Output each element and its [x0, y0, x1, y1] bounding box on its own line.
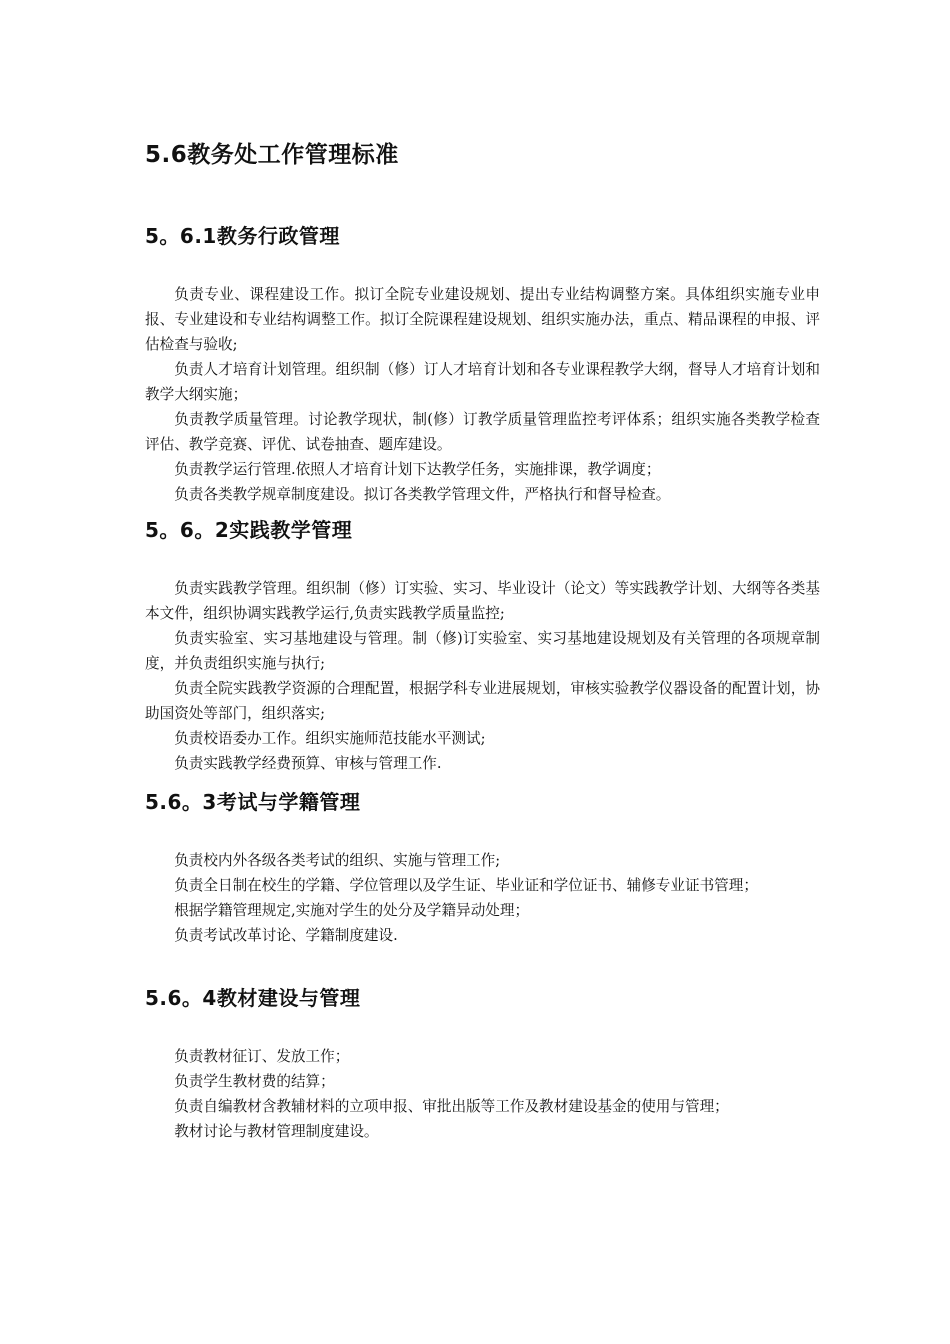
- paragraph: 负责人才培育计划管理。组织制（修）订人才培育计划和各专业课程教学大纲，督导人才培育计划和教学大纲实施；: [145, 361, 820, 403]
- paragraph: 负责校语委办工作。组织实施师范技能水平测试;: [174, 730, 486, 747]
- paragraph: 负责教材征订、发放工作；: [174, 1048, 350, 1065]
- paragraph: 负责自编教材含教辅材料的立项申报、审批出版等工作及教材建设基金的使用与管理；: [174, 1098, 729, 1115]
- paragraph: 负责各类教学规章制度建设。拟订各类教学管理文件，严格执行和督导检查。: [174, 486, 671, 503]
- section-body: [145, 848, 820, 948]
- paragraph: 负责教学质量管理。讨论教学现状，制(修）订教学质量管理监控考评体系；组织实施各类教学检查评估、教学竞赛、评优、试卷抽查、题库建设。: [145, 411, 820, 453]
- paragraph: 教材讨论与教材管理制度建设。: [174, 1123, 379, 1140]
- section-heading: 5。6.1教务行政管理: [145, 224, 340, 248]
- paragraph: 负责实践教学管理。组织制（修）订实验、实习、毕业设计（论文）等实践教学计划、大纲等各类基本文件，组织协调实践教学运行,负责实践教学质量监控;: [145, 580, 820, 622]
- paragraph: 负责考试改革讨论、学籍制度建设.: [174, 927, 398, 944]
- section-body: [145, 282, 820, 507]
- section-exam-registry: [145, 786, 820, 948]
- section-body: [145, 1044, 820, 1144]
- document-title: 5.6教务处工作管理标准: [145, 142, 399, 168]
- paragraph: 负责实践教学经费预算、审核与管理工作.: [174, 755, 442, 772]
- section-body: [145, 576, 820, 776]
- paragraph: 负责教学运行管理.依照人才培育计划下达教学任务，实施排课，教学调度；: [174, 461, 661, 478]
- paragraph: 负责实验室、实习基地建设与管理。制（修)订实验室、实习基地建设规划及有关管理的各项规章制度，并负责组织实施与执行;: [145, 630, 820, 672]
- section-teaching-admin: [145, 220, 820, 507]
- section-heading: 5。6。2实践教学管理: [145, 518, 353, 542]
- paragraph: 根据学籍管理规定,实施对学生的处分及学籍异动处理；: [174, 902, 530, 919]
- section-textbook: [145, 982, 820, 1144]
- paragraph: 负责校内外各级各类考试的组织、实施与管理工作;: [174, 852, 501, 869]
- section-practice-teaching: [145, 514, 820, 776]
- paragraph: 负责全院实践教学资源的合理配置，根据学科专业进展规划，审核实验教学仪器设备的配置计划，协助国资处等部门，组织落实;: [145, 680, 820, 722]
- paragraph: 负责全日制在校生的学籍、学位管理以及学生证、毕业证和学位证书、辅修专业证书管理；: [174, 877, 758, 894]
- paragraph: 负责学生教材费的结算；: [174, 1073, 335, 1090]
- paragraph: 负责专业、课程建设工作。拟订全院专业建设规划、提出专业结构调整方案。具体组织实施专业申报、专业建设和专业结构调整工作。拟订全院课程建设规划、组织实施办法，重点、精品课程的申报、评估检查与验收;: [145, 286, 820, 353]
- section-heading: 5.6。3考试与学籍管理: [145, 790, 361, 814]
- section-heading: 5.6。4教材建设与管理: [145, 986, 361, 1010]
